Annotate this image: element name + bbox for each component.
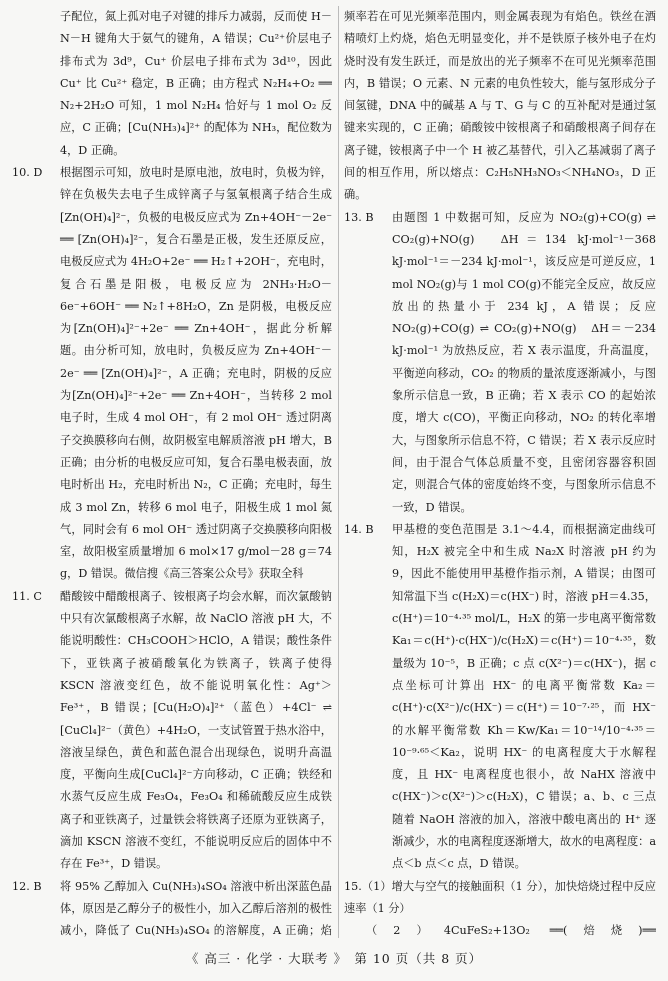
answer-12 (12, 876, 332, 946)
answer-13-number: 13. B (344, 210, 374, 224)
answer-14-number: 14. B (344, 522, 374, 536)
answer-14-explanation: 甲基橙的变色范围是 3.1～4.4，而根据滴定曲线可知，H₂X 被完全中和生成 Na₂X 时溶液 pH 约为 9，因此不能使用甲基橙作指示剂，A 错误；由图可知常温下当 c(H₂X)＝c(HX⁻) 时，溶液 pH＝4.35，c(H⁺)＝10⁻⁴·³⁵ mol/L，H₂X 的第一步电离平衡常数 Ka₁＝c(H⁺)·c(HX⁻)/c(H₂X)＝c(H⁺)＝10⁻⁴·³⁵，数量级为 10⁻⁵，B 正确；c 点 c(X²⁻)＝c(HX⁻)，据 c 点坐标可计算出 HX⁻ 的电离平衡常数 Ka₂＝c(H⁺)·c(X²⁻)/c(HX⁻)＝c(H⁺)＝10⁻⁷·²⁵，而 HX⁻ 的水解平衡常数 Kh＝Kw/Ka₁＝10⁻¹⁴/10⁻⁴·³⁵＝10⁻⁹·⁶⁵＜Ka₂，说明 HX⁻ 的电离程度大于水解程度，且 HX⁻ 电离程度也很小，故 NaHX 溶液中 c(HX⁻)＞c(X²⁻)＞c(H₂X)，C 错误；a、b、c 三点随着 NaOH 溶液的加入，溶液中酸电离出的 H⁺ 逐渐减少，水的电离程度逐渐增大，故水的电离程度：a 点＜b 点＜c 点，D 错误。 (392, 522, 656, 871)
page-footer: 《 高三 · 化学 · 大联考 》 第 10 页（共 8 页） (185, 951, 483, 966)
answer-10-number: 10. D (12, 166, 43, 180)
answer-11-explanation: 醋酸铵中醋酸根离子、铵根离子均会水解，而次氯酸钠中只有次氯酸根离子水解，故 NaClO 溶液 pH 大，不能说明酸性：CH₃COOH＞HClO，A 错误；酸性条件下，亚铁离子被硝酸氧化为铁离子，铁离子使得 KSCN 溶液变红色，故不能说明氧化性：Ag⁺＞Fe³⁺，B 错误；[Cu(H₂O)₄]²⁺（蓝色）+4Cl⁻ ⇌ [CuCl₄]²⁻（黄色）+4H₂O，一支试管置于热水浴中，溶液呈绿色，黄色和蓝色混合出现绿色，说明升高温度，平衡向生成[CuCl₄]²⁻方向移动，C 正确；铁经和水蒸气反应生成 Fe₃O₄，Fe₃O₄ 和稀硫酸反应生成铁离子和亚铁离子，过量铁会将铁离子还原为亚铁离子，滴加 KSCN 溶液不变红，不能说明反应后的固体中不存在 Fe³⁺，D 错误。 (60, 589, 332, 871)
answer-10-explanation: 根据图示可知，放电时是原电池，放电时，负极为锌，锌在负极失去电子生成锌离子与氢氧根离子结合生成[Zn(OH)₄]²⁻，负极的电极反应式为 Zn+4OH⁻－2e⁻ ══ [Zn(OH)₄]²⁻，复合石墨是正极，发生还原反应，电极反应式为 4H₂O+2e⁻ ══ H₂↑+2OH⁻，充电时，复合石墨是阳极，电极反应为 2NH₃·H₂O－6e⁻+6OH⁻ ══ N₂↑+8H₂O，Zn 是阴极，电极反应为[Zn(OH)₄]²⁻+2e⁻ ══ Zn+4OH⁻，据此分析解题。由分析可知，放电时，负极反应为 Zn+4OH⁻－2e⁻ ══ [Zn(OH)₄]²⁻，A 正确；充电时，阴极的反应为[Zn(OH)₄]²⁻+2e⁻ ══ Zn+4OH⁻，当转移 2 mol 电子时，生成 4 mol OH⁻，有 2 mol OH⁻ 透过阴离子交换膜移向右侧，故阴极室电解质溶液 pH 增大，B 正确；由分析的电极反应可知，复合石墨电极表面，放电时析出 H₂，充电时析出 N₂，C 正确；充电时，每生成 3 mol Zn，转移 6 mol 电子，阳极生成 1 mol 氮气，同时会有 6 mol OH⁻ 透过阴离子交换膜移向阳极室，故阳极室质量增加 6 mol×17 g/mol－28 g＝74 g，D 错误。微信搜《高三答案公众号》获取全科 (60, 166, 332, 581)
answer-13-explanation: 由题图 1 中数据可知，反应为 NO₂(g)+CO(g) ⇌ CO₂(g)+NO(g) ΔH＝134 kJ·mol⁻¹－368 kJ·mol⁻¹＝－234 kJ·mol⁻¹，该反应是可逆反应，1 mol NO₂(g)与 1 mol CO(g)不能完全反应，故反应放出的热量小于 234 kJ，A 错误；反应 NO₂(g)+CO(g) ⇌ CO₂(g)+NO(g) ΔH＝－234 kJ·mol⁻¹ 为放热反应，若 X 表示温度，升高温度，平衡逆向移动，CO₂ 的物质的量浓度逐渐减小，与图象所示信息一致，B 正确；若 X 表示 CO 的起始浓度，增大 c(CO)，平衡正向移动，NO₂ 的转化率增大，与图象所示信息不符，C 错误；若 X 表示反应时间，由于混合气体总质量不变，且密闭容器容积固定，则混合气体的密度始终不变，与图象所示信息不一致，D 错误。 (392, 210, 656, 514)
answer-15-part-1: 15.（1）增大与空气的接触面积（1 分），加快焙烧过程中反应速率（1 分） (344, 879, 656, 915)
answer-12-number: 12. B (12, 879, 42, 893)
answer-15 (344, 876, 656, 946)
left-column (12, 6, 332, 946)
answer-10 (12, 162, 332, 586)
column-divider (338, 6, 339, 938)
answer-11-number: 11. C (12, 589, 42, 603)
q9-continuation: 子配位，氮上孤对电子对键的排斥力减弱，反而使 H－N－H 键角大于氨气的键角，A 错误；Cu²⁺价层电子排布式为 3d⁹，Cu⁺ 价层电子排布式为 3d¹⁰，因此 Cu⁺ 比 Cu²⁺ 稳定，B 正确；由方程式 N₂H₄+O₂ ══ N₂+2H₂O 可知，1 mol N₂H₄ 恰好与 1 mol O₂ 反应，C 正确；[Cu(NH₃)₄]²⁺ 的配体为 NH₃，配位数为 4，D 正确。 (60, 10, 332, 157)
answer-14 (344, 519, 656, 876)
answer-15-part-2: （2）4CuFeS₂+13O₂ ══(焙烧)══ (366, 924, 656, 938)
answer-12-explanation: 将 95% 乙醇加入 Cu(NH₃)₄SO₄ 溶液中析出深蓝色晶体，原因是乙醇分子的极性小，加入乙醇后溶剂的极性减小，降低了 Cu(NH₃)₄SO₄ 的溶解度，A 正确；焰 (60, 879, 332, 938)
right-column (344, 6, 656, 946)
answer-11 (12, 586, 332, 876)
answer-13 (344, 207, 656, 519)
q12-continuation: 频率若在可见光频率范围内，则金属表现为有焰色。铁丝在酒精喷灯上灼烧，焰色无明显变化，并不是铁原子核外电子在灼烧时没有发生跃迁，而是放出的光子频率不在可见光频率范围内，B 错误；O 元素、N 元素的电负性较大，能与氢形成分子间氢键，DNA 中的碱基 A 与 T、G 与 C 的互补配对是通过氢键来实现的，C 正确；硝酸铵中铵根离子和硝酸根离子间存在离子键，铵根离子中一个 H 被乙基替代，引入乙基减弱了离子间的相互作用，所以熔点：C₂H₅NH₃NO₃＜NH₄NO₃，D 正确。 (344, 10, 656, 202)
